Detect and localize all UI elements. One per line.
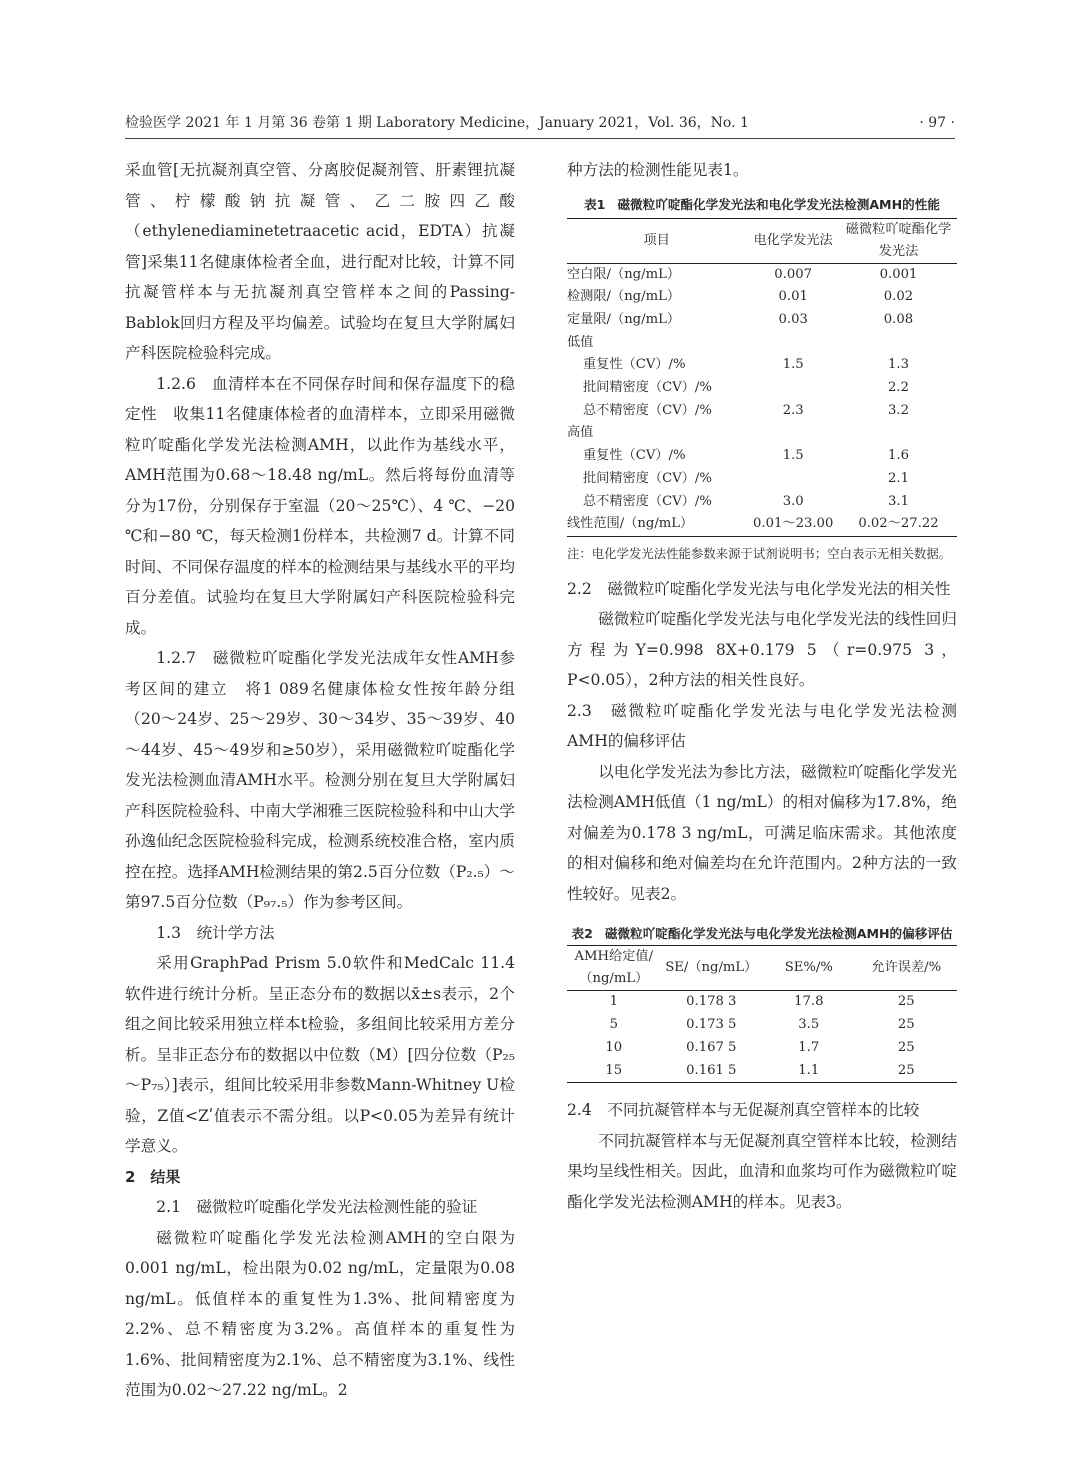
paragraph-anticoagulant-comparison: 不同抗凝管样本与无促凝剂真空管样本比较，检测结果均呈线性相关。因此，血清和血浆均可作为磁微粒吖啶酯化学发光法检测AMH的样本。见表3。 [567,1131,957,1211]
table2-cell-given: 10 [605,1039,623,1055]
table2-row [567,1014,957,1037]
table1-cell-item: 总不精密度（CV）/% [583,493,712,509]
table1-cell-ae-clia: 0.08 [883,311,914,327]
table2-number: 表2 [571,926,593,942]
table2-cell-allowed: 25 [897,1039,915,1055]
page-number: · 97 · [919,115,955,131]
table1-cell-ae-clia [840,332,957,355]
table1-row [567,354,957,377]
table1-cell-item: 空白限/（ng/mL） [567,266,681,282]
journal-running-title: 检验医学 2021 年 1 月第 36 卷第 1 期 Laboratory Medicine，January 2021，Vol. 36，No. 1 [125,115,749,131]
table1-cell-ae-clia: 0.001 [879,266,918,282]
heading-2-results: 2 结果 [125,1167,181,1186]
table2-cell-se: 0.173 5 [686,1017,737,1033]
paragraph-correlation: 磁微粒吖啶酯化学发光法与电化学发光法的线性回归方程为Y=0.998 8X+0.179 5（r=0.975 3，P<0.05），2种方法的相关性良好。 [567,610,957,690]
table1-cell-ecl [746,468,840,491]
table2-row [567,991,957,1014]
paragraph-anticoagulant-tubes: 采血管[无抗凝剂真空管、分离胶促凝剂管、肝素锂抗凝管、柠檬酸钠抗凝管、乙二胺四乙酸（ethylenediaminetetraacetic acid，EDTA）抗凝管]采集11名健康体检者全血，进行配对比较，计算不同抗凝管样本与无抗凝剂真空管样本之间的Passing-Bablok回归方程及平均偏差。试验均在复旦大学附属妇产科医院检验科完成。 [125,161,515,362]
paragraph-bias: 以电化学发光法为参比方法，磁微粒吖啶酯化学发光法检测AMH低值（1 ng/mL）的相对偏移为17.8%，绝对偏差为0.178 3 ng/mL，可满足临床需求。其他浓度的相对偏移和绝对偏差均在允许范围内。2种方法的一致性较好。见表2。 [567,762,957,903]
paragraph-statistics: 采用GraphPad Prism 5.0软件和MedCalc 11.4软件进行统计分析。呈正态分布的数据以x̄±s表示，2个组之间比较采用独立样本t检验，多组间比较采用方差分析。呈非正态分布的数据以中位数（M）[四分位数（P₂₅～P₇₅）]表示，组间比较采用非参数Mann-Whitney U检验，Z值<Zʹ值表示不需分组。以P<0.05为差异有统计学意义。 [125,954,515,1155]
table2 [567,945,957,1083]
table1-cell-ae-clia: 2.2 [888,380,909,396]
table1-cell-item: 定量限/（ng/mL） [567,311,681,327]
table1-cell-item: 低值 [567,334,594,350]
table1-title: 磁微粒吖啶酯化学发光法和电化学发光法检测AMH的性能 [617,196,940,212]
table2-col-given: AMH给定值/（ng/mL） [567,946,661,991]
table2-cell-allowed: 25 [897,994,915,1010]
paragraph-continued: 种方法的检测性能见表1。 [567,161,749,179]
table1-header-row [567,218,957,263]
running-header [125,112,955,139]
table1-row [567,286,957,309]
table2-col-allowed: 允许误差/% [856,946,957,991]
table1-cell-ae-clia: 0.02 [883,289,914,305]
table1-cell-ecl: 1.5 [782,357,804,373]
table1-col-item: 项目 [567,218,746,263]
table1-cell-item: 重复性（CV）/% [583,357,686,373]
table2-col-se-pct: SE%/% [762,946,856,991]
table1-cell-ecl [746,422,840,445]
heading-2-4: 2.4 不同抗凝管样本与无促凝剂真空管样本的比较 [567,1101,920,1120]
table2-cell-given: 15 [567,1060,661,1083]
table1-cell-item: 重复性（CV）/% [583,448,686,464]
heading-2-1: 2.1 磁微粒吖啶酯化学发光法检测性能的验证 [156,1198,478,1216]
table1-cell-item: 批间精密度（CV）/% [583,380,712,396]
table2-cell-se-pct: 17.8 [794,994,824,1010]
table1-cell-ecl: 0.01～23.00 [746,513,840,536]
table1-cell-ecl: 0.03 [778,311,808,327]
table2-cell-se-pct: 3.5 [798,1017,820,1033]
table1-cell-ae-clia: 1.3 [888,357,909,373]
table2-cell-se-pct: 1.1 [762,1060,856,1083]
table1-cell-ecl [746,377,840,400]
table1-row [567,332,957,355]
table1-note: 注：电化学发光法性能参数来源于试剂说明书；空白表示无相关数据。 [567,545,952,561]
table1-row [567,309,957,332]
heading-2-2: 2.2 磁微粒吖啶酯化学发光法与电化学发光法的相关性 [567,579,951,598]
table1-row [567,377,957,400]
table1-cell-item: 线性范围/（ng/mL） [567,513,746,536]
table1-cell-ecl [746,332,840,355]
paragraph-1-2-6-stability: 1.2.6 血清样本在不同保存时间和保存温度下的稳定性 收集11名健康体检者的血清样本，立即采用磁微粒吖啶酯化学发光法检测AMH，以此作为基线水平，AMH范围为0.68～18.48 ng/mL。然后将每份血清等分为17份，分别保存于室温（20～25℃）、4 ℃、−20 ℃和−80 ℃，每天检测1份样本，共检测7 d。计算不同时间、不同保存温度的样本的检测结果与基线水平的平均百分差值。试验均在复旦大学附属妇产科医院检验科完成。 [125,374,515,637]
table1-row [567,468,957,491]
table1-cell-item: 高值 [567,425,594,441]
table1-row [567,513,957,536]
table2-col-se: SE/（ng/mL） [661,946,762,991]
table2-header-row [567,946,957,991]
table1-row [567,422,957,445]
table1-cell-item: 批间精密度（CV）/% [583,470,712,486]
table1-cell-ecl: 1.5 [782,448,804,464]
table1-cell-ecl: 2.3 [782,402,804,418]
heading-2-3: 2.3 磁微粒吖啶酯化学发光法与电化学发光法检测AMH的偏移评估 [567,701,957,751]
table1-cell-ae-clia: 2.1 [888,470,909,486]
table1 [567,218,957,537]
table2-cell-se: 0.161 5 [661,1060,762,1083]
table1-number: 表1 [584,196,606,212]
table2-cell-se-pct: 1.7 [798,1039,820,1055]
table1-cell-ecl: 3.0 [782,493,804,509]
table2-row [567,1037,957,1060]
table1-cell-ecl: 0.007 [774,266,813,282]
table1-cell-ae-clia: 1.6 [888,448,909,464]
table1-cell-item: 检测限/（ng/mL） [567,289,681,305]
left-column [125,155,515,1406]
table1-cell-ae-clia [840,422,957,445]
heading-1-3: 1.3 统计学方法 [156,923,275,942]
table2-cell-allowed: 25 [856,1060,957,1083]
table2-cell-given: 5 [609,1017,618,1033]
table1-cell-item: 总不精密度（CV）/% [583,402,712,418]
table2-caption [567,923,957,945]
table1-cell-ae-clia: 0.02～27.22 [840,513,957,536]
table1-row [567,445,957,468]
table2-title: 磁微粒吖啶酯化学发光法与电化学发光法检测AMH的偏移评估 [604,926,953,942]
table2-cell-allowed: 25 [897,1017,915,1033]
table1-row [567,400,957,423]
table2-row [567,1060,957,1083]
table1-row [567,491,957,514]
table1-cell-ecl: 0.01 [778,289,808,305]
paragraph-2-1-performance: 磁微粒吖啶酯化学发光法检测AMH的空白限为0.001 ng/mL，检出限为0.02 ng/mL，定量限为0.08 ng/mL。低值样本的重复性为1.3%、批间精密度为2.2%、总不精密度为3.2%。高值样本的重复性为1.6%、批间精密度为2.1%、总不精密度为3.1%、线性范围为0.02～27.22 ng/mL。2 [125,1228,515,1399]
table1-col-ecl: 电化学发光法 [746,218,840,263]
table2-cell-se: 0.167 5 [686,1039,737,1055]
table1-row [567,263,957,286]
right-column [567,155,957,1217]
table1-caption [567,194,957,216]
table2-cell-se: 0.178 3 [686,994,737,1010]
table1-cell-ae-clia: 3.1 [888,493,909,509]
table1-col-ae-clia: 磁微粒吖啶酯化学发光法 [840,218,957,263]
paragraph-1-2-7-reference-interval: 1.2.7 磁微粒吖啶酯化学发光法成年女性AMH参考区间的建立 将1 089名健康体检女性按年龄分组（20～24岁、25～29岁、30～34岁、35～39岁、40～44岁、45～49岁和≥50岁），采用磁微粒吖啶酯化学发光法检测血清AMH水平。检测分别在复旦大学附属妇产科医院检验科、中南大学湘雅三医院检验科和中山大学孙逸仙纪念医院检验科完成，检测系统校准合格，室内质控在控。选择AMH检测结果的第2.5百分位数（P₂.₅）～第97.5百分位数（P₉₇.₅）作为参考区间。 [125,649,515,911]
table1-cell-ae-clia: 3.2 [888,402,909,418]
table2-cell-given: 1 [609,994,618,1010]
